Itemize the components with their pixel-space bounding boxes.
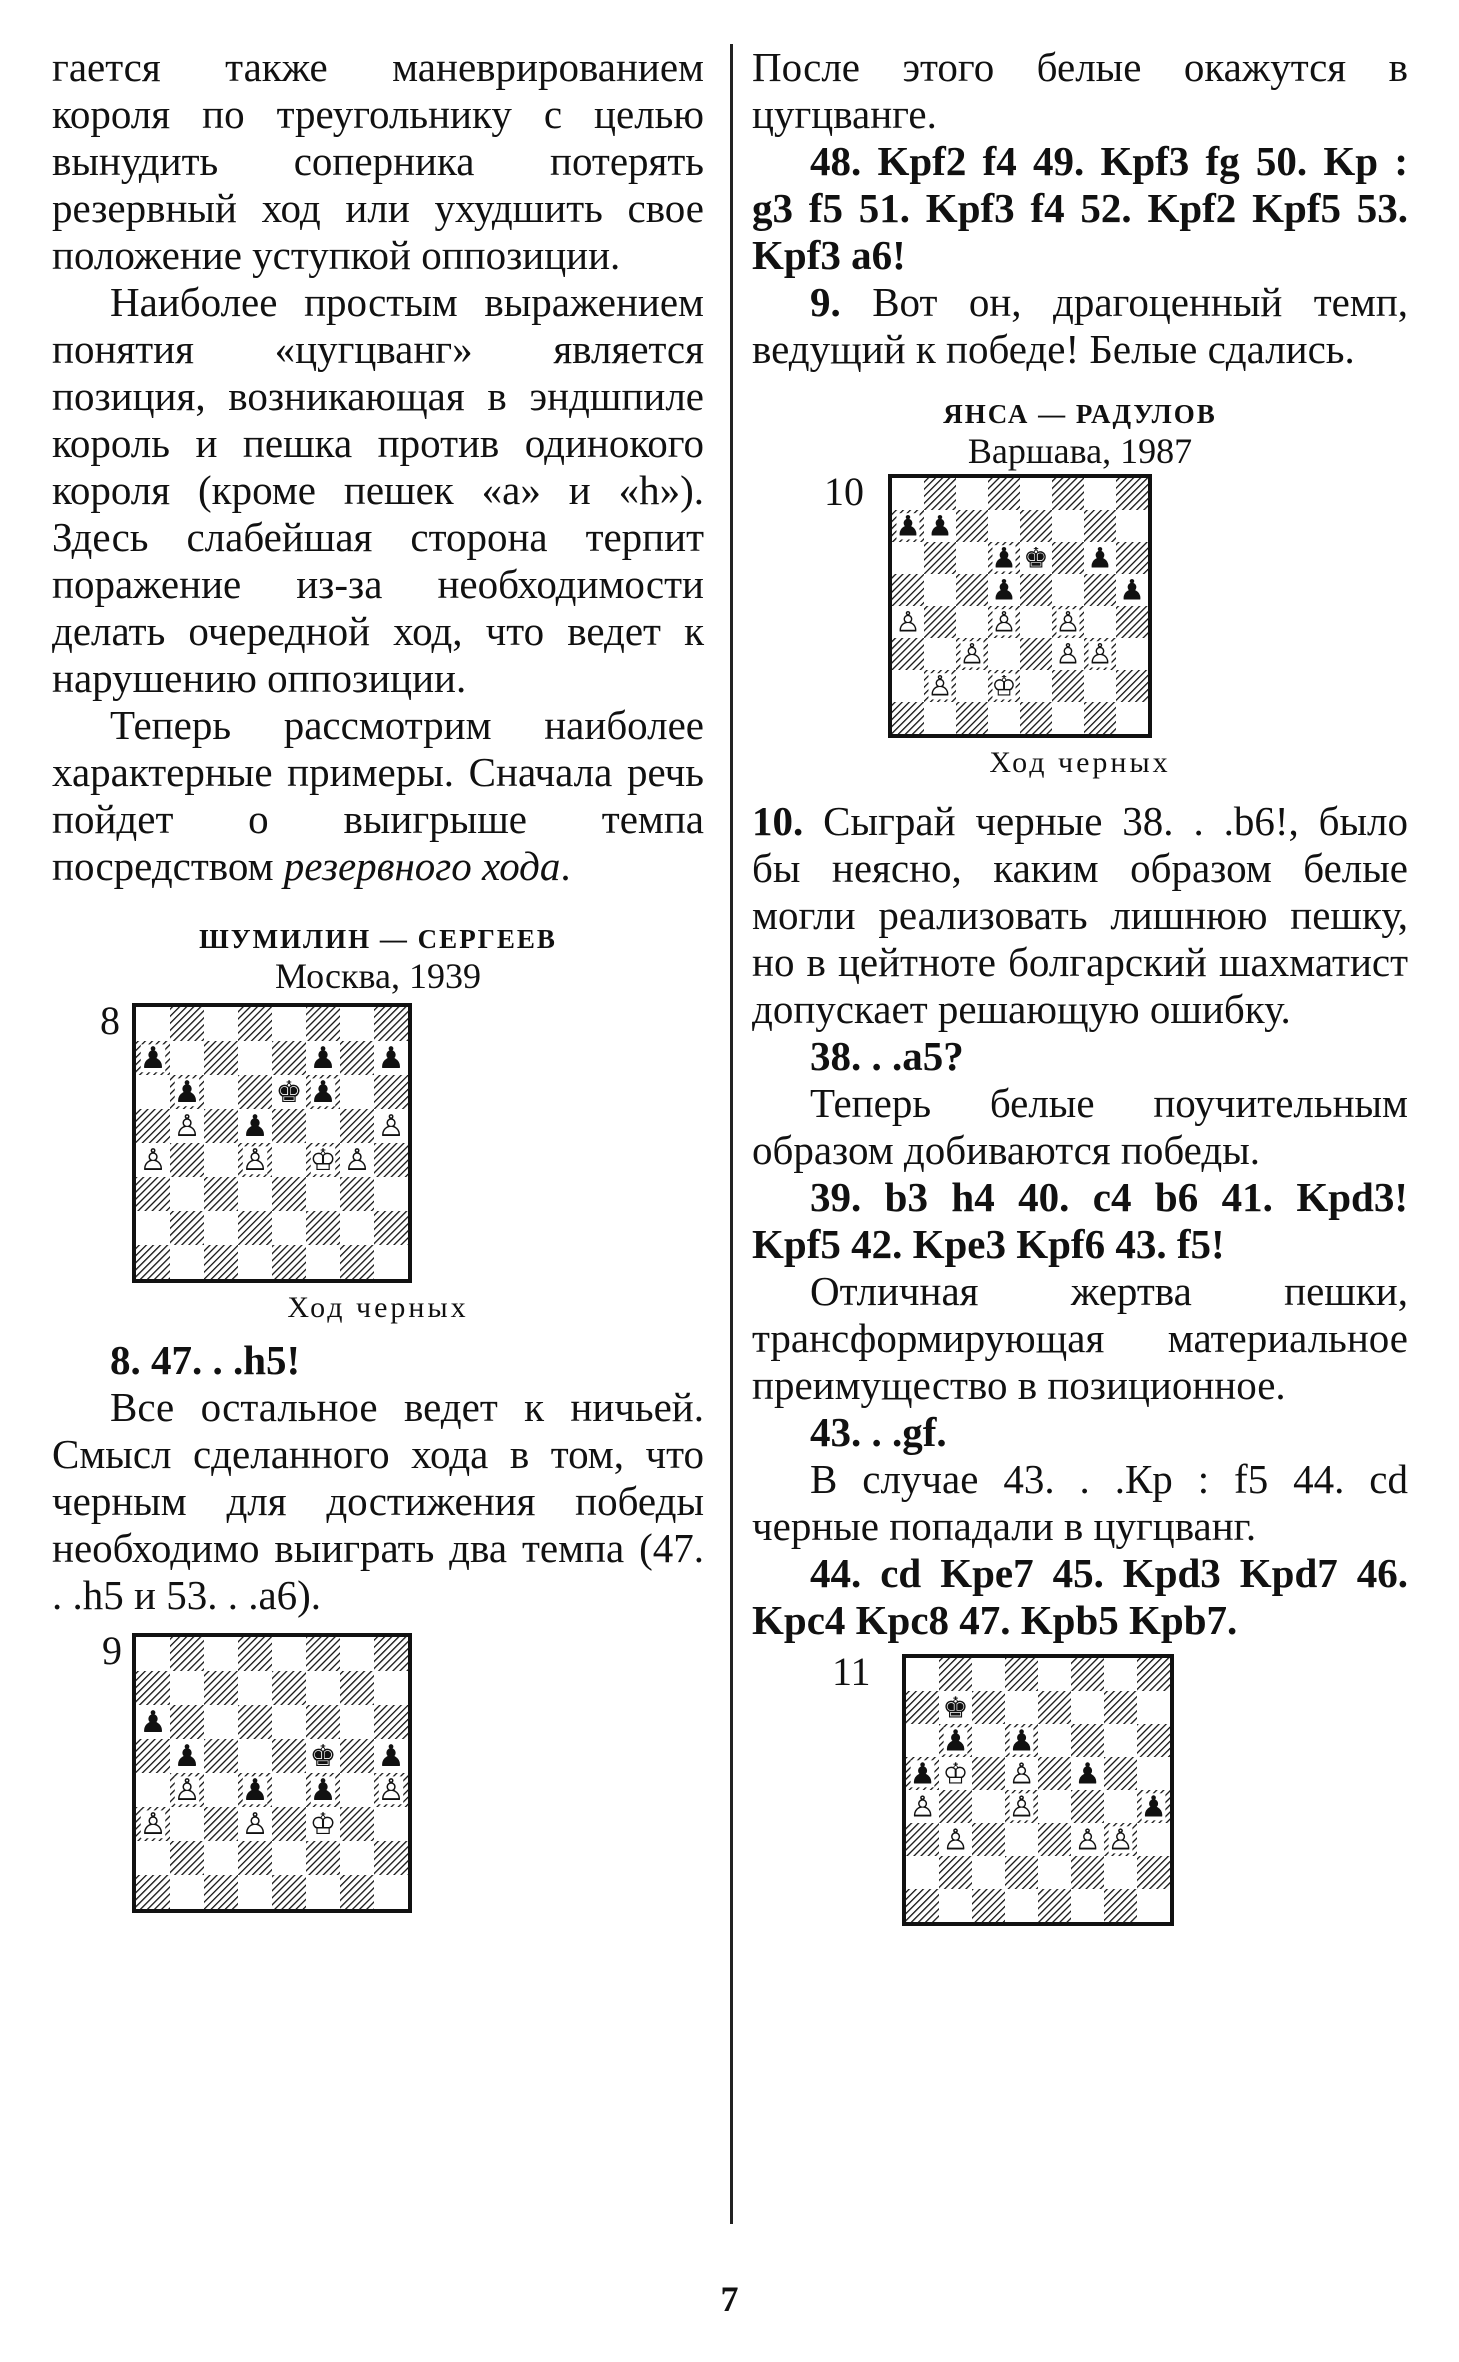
light-square [1020,478,1052,510]
black-pawn-icon: ♟ [909,1756,936,1791]
dark-square [238,1007,272,1041]
light-square [136,1007,170,1041]
light-square [988,510,1020,542]
white-pawn-icon: ♙ [343,1143,371,1179]
diagram-10 [752,469,1408,736]
paragraph: Теперь рассмотрим наиболее характерные примеры. Сначала речь пойдет о выигрыше темпа посредством резервного хода. [52,702,704,889]
light-square [340,1211,374,1245]
white-king-icon: ♔ [309,1143,337,1179]
light-square [1084,670,1116,702]
light-square [1038,1856,1071,1889]
white-pawn-icon: ♙ [1107,1822,1134,1857]
white-pawn-icon: ♙ [942,1822,969,1857]
dark-square [204,1041,238,1075]
move-line: 38. . .a5? [810,1033,964,1079]
paragraph: Отличная жертва пешки, трансформирующая материальное преимущество в позиционное. [752,1268,1408,1408]
paragraph: гается также маневрированием короля по треугольнику с целью вынудить соперника потерять резервный ход или ухудшить свое положение уступкой оппозиции. [52,44,704,278]
light-square [972,1856,1005,1889]
diagram-caption: Ход черных [989,746,1171,779]
dark-square [136,1109,170,1143]
diagram-8 [52,998,704,1281]
dark-square [170,1211,204,1245]
dark-square [1084,510,1116,542]
light-square [924,638,956,670]
light-square [136,1637,170,1671]
black-pawn-icon: ♟ [173,1075,201,1111]
light-square [136,1075,170,1109]
white-pawn-icon: ♙ [895,605,921,639]
black-king-icon: ♚ [942,1690,969,1725]
light-square [892,478,924,510]
dark-square [1038,1691,1071,1724]
dark-square [238,1637,272,1671]
white-pawn-icon: ♙ [377,1109,405,1145]
light-square [956,542,988,574]
dark-square [204,1177,238,1211]
white-pawn-icon: ♙ [1008,1789,1035,1824]
dark-square [374,1211,408,1245]
light-square [906,1724,939,1757]
dark-square [1052,478,1084,510]
chess-board [888,474,1152,738]
white-king-icon: ♔ [991,669,1017,703]
dark-square [1084,574,1116,606]
light-square [340,1007,374,1041]
light-square [170,1671,204,1705]
light-square [136,1773,170,1807]
dark-square [204,1671,238,1705]
right-column [752,44,1408,1926]
dark-square [306,1637,340,1671]
black-pawn-icon: ♟ [377,1739,405,1775]
white-pawn-icon: ♙ [959,637,985,671]
light-square [924,702,956,734]
dark-square [272,1739,306,1773]
light-square [374,1245,408,1279]
dark-square [1071,1856,1104,1889]
dark-square [1137,1658,1170,1691]
dark-square [238,1841,272,1875]
paragraph: 10. Сыграй черные 38. . .b6!, было бы неясно, каким образом белые могли реализовать лишнюю пешку, но в цейтноте болгарский шахматист допускает решающую ошибку. [752,798,1409,1032]
light-square [1071,1889,1104,1922]
dark-square [238,1211,272,1245]
light-square [374,1177,408,1211]
dark-square [340,1875,374,1909]
white-pawn-icon: ♙ [1087,637,1113,671]
diagram-11 [752,1649,1408,1926]
light-square [988,638,1020,670]
dark-square [170,1841,204,1875]
light-square [1104,1658,1137,1691]
paragraph: В случае 43. . .Кр : f5 44. cd черные попадали в цугцванг. [752,1456,1408,1549]
light-square [906,1658,939,1691]
paragraph: 9. Вот он, драгоценный темп, ведущий к победе! Белые сдались. [752,279,1409,372]
game-title: ШУМИЛИН — СЕРГЕЕВ [199,924,557,954]
white-pawn-icon: ♙ [241,1807,269,1843]
black-pawn-icon: ♟ [139,1041,167,1077]
white-pawn-icon: ♙ [139,1807,167,1843]
black-pawn-icon: ♟ [1074,1756,1101,1791]
light-square [1104,1724,1137,1757]
chess-board [132,1633,412,1913]
dark-square [238,1705,272,1739]
diagram-number: 9 [102,1628,122,1673]
light-square [170,1177,204,1211]
dark-square [924,542,956,574]
dark-square [1020,702,1052,734]
page-number: 7 [720,2279,739,2319]
black-pawn-icon: ♟ [895,509,921,543]
board-svg [906,1658,1170,1922]
board-svg [136,1637,408,1909]
dark-square [906,1823,939,1856]
dark-square [1071,1790,1104,1823]
black-pawn-icon: ♟ [139,1705,167,1741]
dark-square [204,1807,238,1841]
move-line: 48. Kpf2 f4 49. Kpf3 fg 50. Kp : g3 f5 51. Kpf3 f4 52. Kpf2 Kpf5 53. Kpf3 a6! [752,138,1408,278]
dark-square [374,1841,408,1875]
light-square [340,1075,374,1109]
dark-square [892,702,924,734]
dark-square [374,1705,408,1739]
dark-square [988,478,1020,510]
dark-square [1020,510,1052,542]
light-square [1071,1691,1104,1724]
move-line: 43. . .gf. [810,1409,947,1455]
light-square [956,670,988,702]
light-square [272,1007,306,1041]
dark-square [204,1245,238,1279]
light-square [956,478,988,510]
dark-square [939,1856,972,1889]
light-square [1104,1856,1137,1889]
white-pawn-icon: ♙ [173,1773,201,1809]
black-pawn-icon: ♟ [1140,1789,1167,1824]
white-king-icon: ♔ [309,1807,337,1843]
light-square [204,1773,238,1807]
dark-square [1116,606,1148,638]
dark-square [1005,1658,1038,1691]
light-square [340,1705,374,1739]
light-square [272,1841,306,1875]
dark-square [972,1823,1005,1856]
white-pawn-icon: ♙ [1074,1822,1101,1857]
dark-square [1071,1658,1104,1691]
move-line: 44. cd Kpe7 45. Kpd3 Kpd7 46. Kpc4 Kpc8 47. Kpb5 Kpb7. [752,1550,1408,1643]
light-square [340,1773,374,1807]
light-square [204,1211,238,1245]
light-square [1084,478,1116,510]
light-square [272,1143,306,1177]
light-square [238,1245,272,1279]
light-square [272,1773,306,1807]
paragraph: После этого белые окажутся в цугцванге. [752,44,1408,137]
dark-square [136,1671,170,1705]
light-square [972,1724,1005,1757]
light-square [1020,670,1052,702]
dark-square [1116,670,1148,702]
dark-square [340,1245,374,1279]
light-square [306,1177,340,1211]
dark-square [939,1790,972,1823]
dark-square [306,1007,340,1041]
board-svg [136,1007,408,1279]
dark-square [892,574,924,606]
dark-square [374,1143,408,1177]
move-line: 39. b3 h4 40. c4 b6 41. Kpd3! Kpf5 42. Kpe3 Kpf6 43. f5! [752,1174,1408,1267]
light-square [238,1671,272,1705]
dark-square [340,1739,374,1773]
light-square [204,1705,238,1739]
light-square [272,1211,306,1245]
diagram-number: 11 [832,1649,871,1694]
white-pawn-icon: ♙ [377,1773,405,1809]
dark-square [374,1075,408,1109]
light-square [956,606,988,638]
dark-square [238,1075,272,1109]
white-pawn-icon: ♙ [1055,605,1081,639]
dark-square [1020,638,1052,670]
light-square [939,1889,972,1922]
dark-square [272,1109,306,1143]
light-square [204,1143,238,1177]
light-square [272,1705,306,1739]
paragraph: Теперь белые поучительным образом добиваются победы. [752,1080,1408,1173]
dark-square [956,510,988,542]
dark-square [1052,542,1084,574]
dark-square [306,1841,340,1875]
light-square [972,1658,1005,1691]
dark-square [906,1691,939,1724]
diagram-caption: Ход черных [287,1291,469,1324]
dark-square [272,1177,306,1211]
dark-square [136,1739,170,1773]
light-square [306,1245,340,1279]
light-square [204,1841,238,1875]
dark-square [1020,574,1052,606]
light-square [170,1245,204,1279]
light-square [306,1671,340,1705]
black-pawn-icon: ♟ [1087,541,1113,575]
light-square [204,1007,238,1041]
black-pawn-icon: ♟ [1119,573,1145,607]
dark-square [1104,1691,1137,1724]
dark-square [204,1739,238,1773]
black-pawn-icon: ♟ [309,1075,337,1111]
dark-square [1084,702,1116,734]
light-square [374,1671,408,1705]
white-pawn-icon: ♙ [1055,637,1081,671]
black-pawn-icon: ♟ [309,1773,337,1809]
dark-square [340,1807,374,1841]
dark-square [136,1875,170,1909]
light-square [374,1875,408,1909]
dark-square [170,1637,204,1671]
left-column [52,44,704,1913]
light-square [306,1875,340,1909]
light-square [892,542,924,574]
light-square [170,1807,204,1841]
white-pawn-icon: ♙ [1008,1756,1035,1791]
dark-square [892,638,924,670]
dark-square [1116,478,1148,510]
light-square [1052,702,1084,734]
light-square [136,1211,170,1245]
light-square [238,1041,272,1075]
white-pawn-icon: ♙ [909,1789,936,1824]
black-pawn-icon: ♟ [991,573,1017,607]
light-square [1005,1889,1038,1922]
light-square [1137,1691,1170,1724]
dark-square [204,1875,238,1909]
dark-square [1137,1856,1170,1889]
white-pawn-icon: ♙ [139,1143,167,1179]
dark-square [272,1245,306,1279]
dark-square [972,1757,1005,1790]
light-square [272,1637,306,1671]
dark-square [1038,1823,1071,1856]
light-square [1137,1889,1170,1922]
light-square [924,574,956,606]
dark-square [340,1109,374,1143]
light-square [892,670,924,702]
dark-square [1104,1889,1137,1922]
game-place: Москва, 1939 [275,956,481,996]
light-square [340,1841,374,1875]
dark-square [136,1245,170,1279]
dark-square [1071,1724,1104,1757]
dark-square [374,1637,408,1671]
black-pawn-icon: ♟ [927,509,953,543]
light-square [1038,1790,1071,1823]
dark-square [1038,1889,1071,1922]
dark-square [1104,1757,1137,1790]
white-pawn-icon: ♙ [991,605,1017,639]
dark-square [306,1705,340,1739]
black-pawn-icon: ♟ [377,1041,405,1077]
white-pawn-icon: ♙ [241,1143,269,1179]
dark-square [340,1671,374,1705]
light-square [306,1109,340,1143]
light-square [1137,1823,1170,1856]
white-pawn-icon: ♙ [927,669,953,703]
dark-square [1005,1856,1038,1889]
light-square [972,1790,1005,1823]
dark-square [939,1658,972,1691]
light-square [170,1875,204,1909]
light-square [1005,1691,1038,1724]
light-square [1116,702,1148,734]
white-king-icon: ♔ [942,1756,969,1791]
black-pawn-icon: ♟ [309,1041,337,1077]
light-square [1137,1757,1170,1790]
dark-square [906,1889,939,1922]
light-square [1084,606,1116,638]
black-king-icon: ♚ [275,1075,303,1111]
light-square [1052,574,1084,606]
light-square [170,1041,204,1075]
light-square [238,1739,272,1773]
dark-square [956,702,988,734]
diagram-number: 8 [100,998,120,1043]
dark-square [1052,670,1084,702]
light-square [1005,1823,1038,1856]
black-pawn-icon: ♟ [241,1773,269,1809]
dark-square [1116,542,1148,574]
dark-square [204,1109,238,1143]
dark-square [340,1041,374,1075]
dark-square [170,1007,204,1041]
dark-square [924,606,956,638]
black-king-icon: ♚ [1023,541,1049,575]
dark-square [924,478,956,510]
dark-square [1038,1757,1071,1790]
light-square [238,1177,272,1211]
light-square [1038,1658,1071,1691]
light-square [988,702,1020,734]
light-square [1116,510,1148,542]
light-square [1052,510,1084,542]
dark-square [136,1177,170,1211]
paragraph: Наиболее простым выражением понятия «цугцванг» является позиция, возникающая в эндшпиле король и пешка против одинокого короля (кроме пешек «а» и «h»). Здесь слабейшая сторона терпит поражение из-за необходимости делать очередной ход, что ведет к нарушению оппозиции. [52,279,704,701]
light-square [1020,606,1052,638]
board-svg [892,478,1148,734]
diagram-9 [52,1628,704,1913]
light-square [1116,638,1148,670]
light-square [374,1807,408,1841]
light-square [204,1637,238,1671]
light-square [1038,1724,1071,1757]
diagram-number: 10 [824,469,864,514]
chess-board [132,1003,412,1283]
black-pawn-icon: ♟ [942,1723,969,1758]
light-square [1104,1790,1137,1823]
black-king-icon: ♚ [309,1739,337,1775]
game-place: Варшава, 1987 [967,431,1193,471]
dark-square [972,1889,1005,1922]
dark-square [340,1177,374,1211]
dark-square [272,1671,306,1705]
light-square [340,1637,374,1671]
light-square [136,1841,170,1875]
dark-square [272,1807,306,1841]
emphasis: резервного хода [283,843,561,889]
black-pawn-icon: ♟ [241,1109,269,1145]
dark-square [306,1211,340,1245]
dark-square [956,574,988,606]
dark-square [972,1691,1005,1724]
dark-square [374,1007,408,1041]
dark-square [170,1705,204,1739]
dark-square [272,1041,306,1075]
paragraph: Все остальное ведет к ничьей. Смысл сделанного хода в том, что черным для достижения победы необходимо выиграть два темпа (47. . .h5 и 53. . .a6). [52,1384,704,1618]
white-pawn-icon: ♙ [173,1109,201,1145]
column-divider [730,44,733,2224]
black-pawn-icon: ♟ [991,541,1017,575]
chess-board [902,1654,1174,1926]
black-pawn-icon: ♟ [173,1739,201,1775]
dark-square [272,1875,306,1909]
move-line: 8. 47. . .h5! [110,1337,301,1383]
light-square [906,1856,939,1889]
dark-square [1137,1724,1170,1757]
dark-square [170,1143,204,1177]
black-pawn-icon: ♟ [1008,1723,1035,1758]
light-square [204,1075,238,1109]
light-square [238,1875,272,1909]
game-title: ЯНСА — РАДУЛОВ [943,399,1217,429]
